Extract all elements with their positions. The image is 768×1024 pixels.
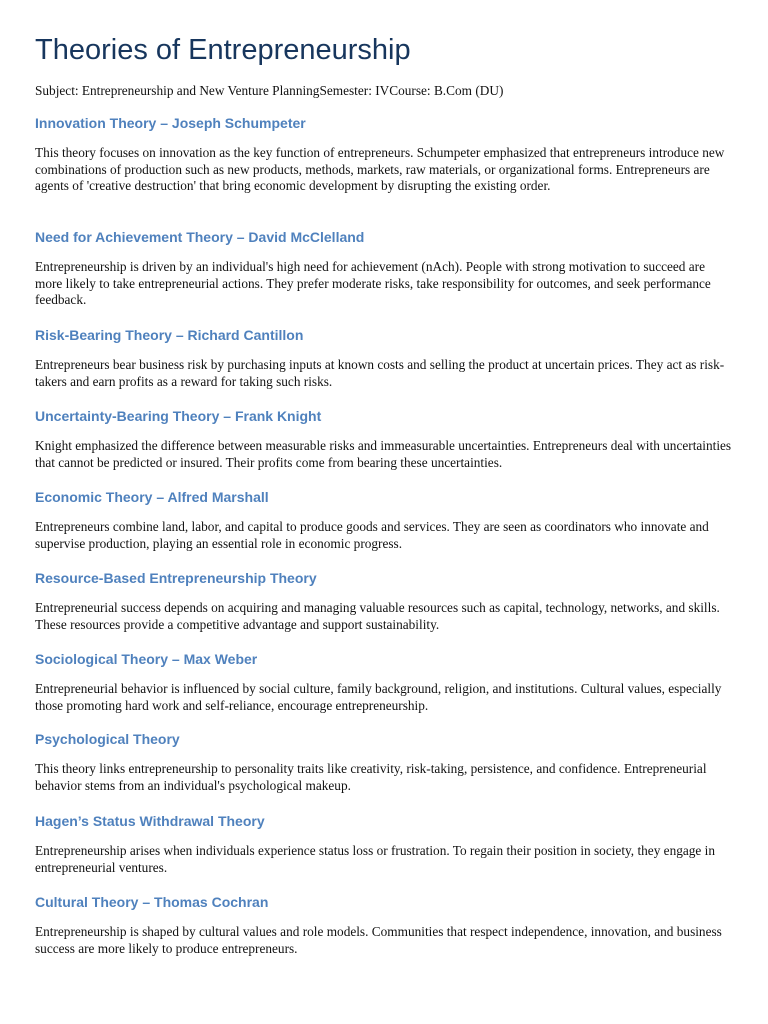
section-body: This theory focuses on innovation as the key function of entrepreneurs. Schumpeter emphasized that entrepreneurs introduce new combinations of production such as new products, methods, markets, raw materials, or organizational forms. Entrepreneurs are agents of 'creative destruction' that bring economic development by disrupting the existing order.	[35, 145, 725, 194]
section-body: This theory links entrepreneurship to personality traits like creativity, risk-taking, persistence, and confidence. Entrepreneurial behavior stems from an individual's psychological makeup.	[35, 761, 707, 793]
section-body: Entrepreneurship arises when individuals experience status loss or frustration. To regain their position in society, they engage in entrepreneurial ventures.	[35, 843, 715, 875]
section-body: Entrepreneurs combine land, labor, and capital to produce goods and services. They are seen as coordinators who innovate and supervise production, playing an essential role in economic progress.	[35, 519, 709, 551]
section-body: Entrepreneurship is driven by an individual's high need for achievement (nAch). People with strong motivation to succeed are more likely to take entrepreneurial actions. They prefer moderate risks, take responsibility for outcomes, and seek performance feedback.	[35, 259, 711, 308]
section-heading: Psychological Theory	[35, 731, 180, 747]
document-subtitle: Subject: Entrepreneurship and New Venture PlanningSemester: IVCourse: B.Com (DU)	[35, 83, 504, 98]
section-heading: Sociological Theory – Max Weber	[35, 651, 258, 667]
section-psychological-theory	[35, 729, 735, 793]
section-heading: Cultural Theory – Thomas Cochran	[35, 894, 269, 910]
section-risk-bearing-theory	[35, 325, 735, 389]
section-status-withdrawal-theory	[35, 811, 735, 875]
section-economic-theory	[35, 487, 735, 551]
section-body: Entrepreneurs bear business risk by purchasing inputs at known costs and selling the product at uncertain prices. They act as risk-takers and earn profits as a reward for taking such risks.	[35, 357, 725, 389]
section-cultural-theory	[35, 892, 735, 956]
section-heading: Economic Theory – Alfred Marshall	[35, 489, 269, 505]
section-heading: Resource-Based Entrepreneurship Theory	[35, 570, 317, 586]
section-heading: Innovation Theory – Joseph Schumpeter	[35, 115, 306, 131]
section-body: Entrepreneurial behavior is influenced by social culture, family background, religion, and institutions. Cultural values, especially those promoting hard work and self-reliance, encourage entrepreneurship.	[35, 681, 722, 713]
section-heading: Uncertainty-Bearing Theory – Frank Knight	[35, 408, 322, 424]
section-heading: Hagen’s Status Withdrawal Theory	[35, 813, 265, 829]
section-sociological-theory	[35, 649, 735, 713]
section-innovation-theory	[35, 113, 735, 194]
section-body: Entrepreneurial success depends on acquiring and managing valuable resources such as capital, technology, networks, and skills. These resources provide a competitive advantage and support sustainability.	[35, 600, 720, 632]
section-heading: Need for Achievement Theory – David McClelland	[35, 229, 365, 245]
section-body: Entrepreneurship is shaped by cultural values and role models. Communities that respect independence, innovation, and business success are more likely to produce entrepreneurs.	[35, 924, 722, 956]
section-body: Knight emphasized the difference between measurable risks and immeasurable uncertainties. Entrepreneurs deal with uncertainties that cannot be predicted or insured. Their profits come from bearing these uncertainties.	[35, 438, 732, 470]
section-resource-based-theory	[35, 568, 735, 632]
section-uncertainty-bearing-theory	[35, 406, 735, 470]
section-heading: Risk-Bearing Theory – Richard Cantillon	[35, 327, 304, 343]
page-title: Theories of Entrepreneurship	[35, 34, 411, 66]
section-need-for-achievement-theory	[35, 227, 735, 308]
